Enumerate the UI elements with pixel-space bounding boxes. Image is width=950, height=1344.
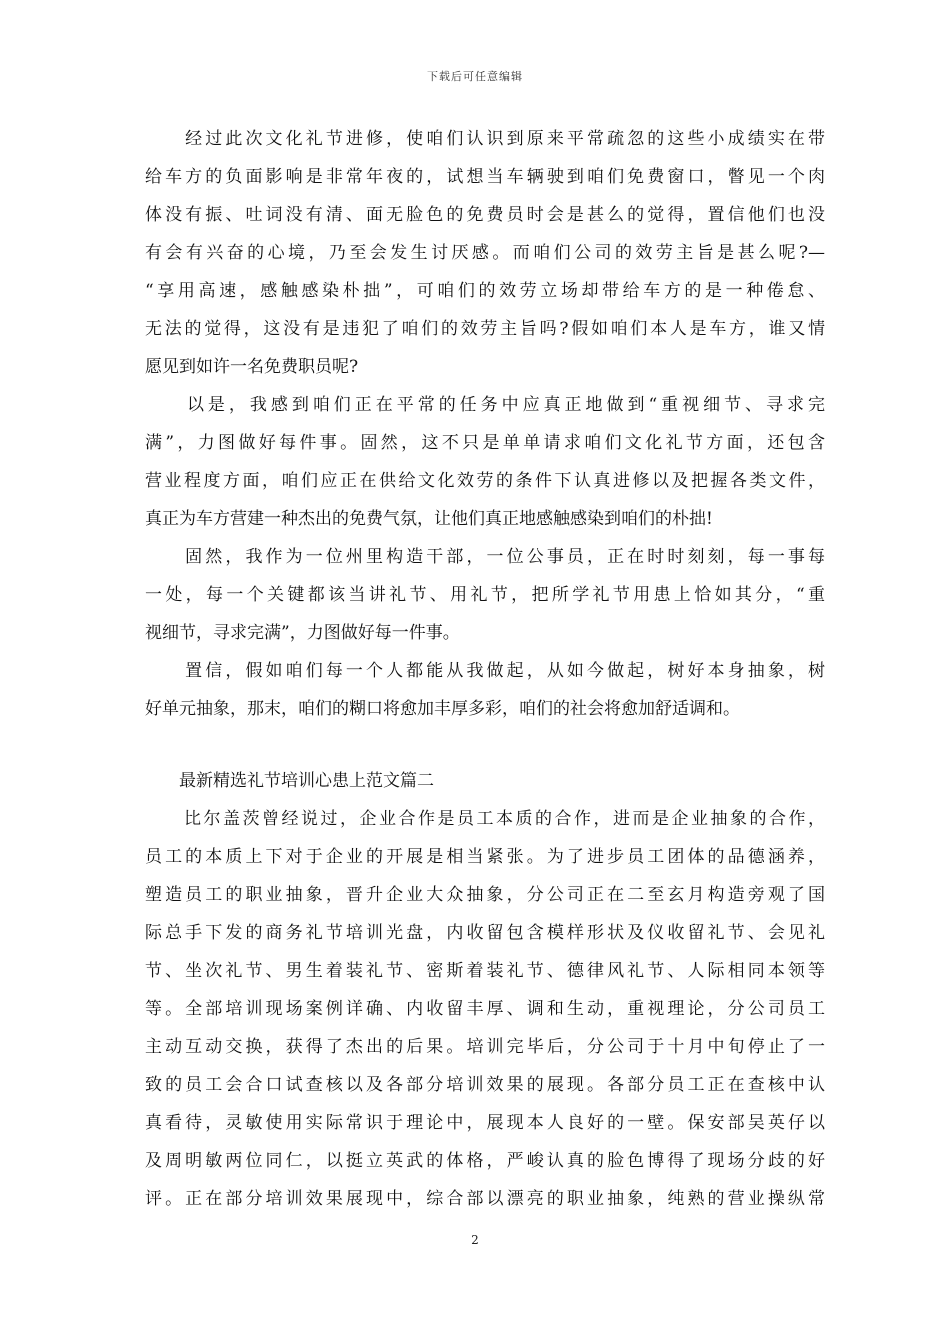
paragraph xyxy=(145,652,825,728)
page-number: 2 xyxy=(471,1233,479,1247)
text-line: 营业程度方面，咱们应正在供给文化效劳的条件下认真进修以及把握各类文件， xyxy=(145,471,825,491)
paragraph xyxy=(145,800,825,1218)
text-line: 等。全部培训现场案例详确、内收留丰厚、调和生动，重视理论，分公司员工 xyxy=(145,999,825,1019)
paragraph xyxy=(145,386,825,538)
text-line: 主动互动交换，获得了杰出的后果。培训完毕后，分公司于十月中旬停止了一 xyxy=(145,1037,825,1057)
text-line: 评。正在部分培训效果展现中，综合部以漂亮的职业抽象，纯熟的营业操纵常 xyxy=(145,1189,825,1209)
heading-line: 最新精选礼节培训心患上范文篇二 xyxy=(145,771,434,791)
text-line: 及周明敏两位同仁，以挺立英武的体格，严峻认真的脸色博得了现场分歧的好 xyxy=(145,1151,825,1171)
text-line: 给车方的负面影响是非常年夜的，试想当车辆驶到咱们免费窗口，瞥见一个肉 xyxy=(145,167,825,187)
text-line: 视细节，寻求完满”，力图做好每一件事。 xyxy=(145,623,460,643)
text-line: 真看待，灵敏使用实际常识于理论中，展现本人良好的一壁。保安部吴英仔以 xyxy=(145,1113,825,1133)
section-heading xyxy=(145,762,825,800)
text-line: 愿见到如许一名免费职员呢? xyxy=(145,357,359,377)
text-line: “享用高速，感触感染朴拙”，可咱们的效劳立场却带给车方的是一种倦怠、 xyxy=(145,281,825,301)
paragraph xyxy=(145,120,825,386)
text-line: 一处，每一个关键都该当讲礼节、用礼节，把所学礼节用患上恰如其分，“重 xyxy=(145,585,825,605)
paragraph xyxy=(145,538,825,652)
text-line: 无法的觉得，这没有是违犯了咱们的效劳主旨吗?假如咱们本人是车方，谁又情 xyxy=(145,319,825,339)
text-line: 满”，力图做好每件事。固然，这不只是单单请求咱们文化礼节方面，还包含 xyxy=(145,433,825,453)
page-header-note: 下载后可任意编辑 xyxy=(427,70,523,83)
text-line: 固然，我作为一位州里构造干部，一位公事员，正在时时刻刻，每一事每 xyxy=(145,547,825,567)
text-line: 置信，假如咱们每一个人都能从我做起，从如今做起，树好本身抽象，树 xyxy=(145,661,825,681)
text-line: 以是，我感到咱们正在平常的任务中应真正地做到“重视细节、寻求完 xyxy=(145,395,825,415)
section-gap xyxy=(145,728,825,762)
text-line: 体没有振、吐词没有清、面无脸色的免费员时会是甚么的觉得，置信他们也没 xyxy=(145,205,825,225)
text-line: 有会有兴奋的心境，乃至会发生讨厌感。而咱们公司的效劳主旨是甚么呢?— xyxy=(145,243,825,263)
text-line: 致的员工会合口试查核以及各部分培训效果的展现。各部分员工正在查核中认 xyxy=(145,1075,825,1095)
text-line: 真正为车方营建一种杰出的免费气氛，让他们真正地感触感染到咱们的朴拙! xyxy=(145,509,713,529)
text-line: 比尔盖茨曾经说过，企业合作是员工本质的合作，进而是企业抽象的合作， xyxy=(145,809,825,829)
text-line: 塑造员工的职业抽象，晋升企业大众抽象，分公司正在二至玄月构造旁观了国 xyxy=(145,885,825,905)
text-line: 好单元抽象，那末，咱们的糊口将愈加丰厚多彩，咱们的社会将愈加舒适调和。 xyxy=(145,699,740,719)
document-body xyxy=(145,120,825,1218)
text-line: 节、坐次礼节、男生着装礼节、密斯着装礼节、德律风礼节、人际相同本领等 xyxy=(145,961,825,981)
text-line: 员工的本质上下对于企业的开展是相当紧张。为了进步员工团体的品德涵养， xyxy=(145,847,825,867)
text-line: 际总手下发的商务礼节培训光盘，内收留包含模样形状及仪收留礼节、会见礼 xyxy=(145,923,825,943)
text-line: 经过此次文化礼节进修，使咱们认识到原来平常疏忽的这些小成绩实在带 xyxy=(145,129,825,149)
